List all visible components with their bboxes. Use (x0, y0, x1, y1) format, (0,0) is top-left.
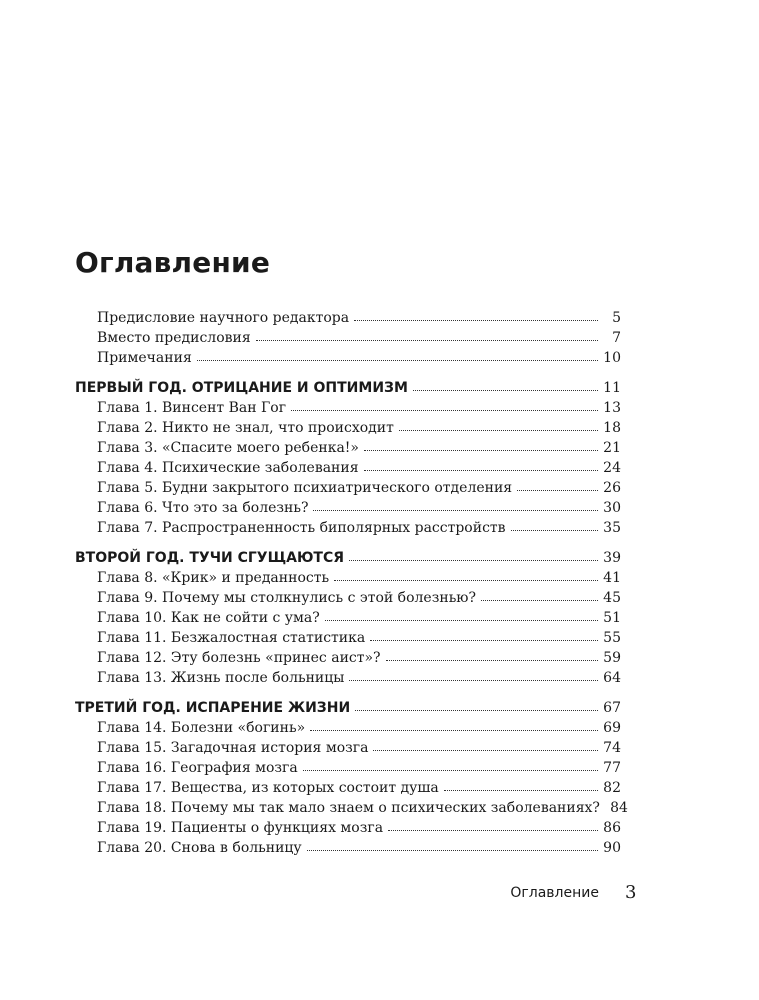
page-footer (0, 882, 759, 906)
chapter-entry (75, 648, 621, 668)
dot-leader (313, 510, 598, 511)
dot-leader (197, 360, 598, 361)
chapter-entry-label: Глава 12. Эту болезнь «принес аист»? (97, 650, 381, 666)
chapter-entry-label: Глава 9. Почему мы столкнулись с этой болезнью? (97, 590, 477, 606)
chapter-entry-label: Глава 10. Как не сойти с ума? (97, 610, 320, 626)
dot-leader (373, 750, 598, 751)
chapter-entry (75, 398, 621, 418)
dot-leader (364, 450, 598, 451)
front-matter-list (75, 308, 621, 368)
chapter-entry (75, 498, 621, 518)
part-heading (75, 378, 621, 398)
chapter-entry-page: 13 (603, 400, 621, 416)
chapter-entry-label: Глава 6. Что это за болезнь? (97, 500, 309, 516)
chapter-entry-page: 82 (603, 780, 621, 796)
chapter-entry-page: 55 (603, 630, 621, 646)
chapter-entry-page: 18 (603, 420, 621, 436)
chapter-entry-label: Глава 5. Будни закрытого психиатрического отделения (97, 480, 513, 496)
chapter-entry (75, 628, 621, 648)
chapter-entry-page: 74 (603, 740, 621, 756)
chapter-entry-label: Глава 4. Психические заболевания (97, 460, 359, 476)
chapter-entry (75, 668, 621, 688)
chapter-entry (75, 588, 621, 608)
page-number: 3 (625, 882, 637, 903)
table-of-contents (75, 308, 628, 858)
dot-leader (413, 390, 598, 391)
chapter-entry-label: Глава 2. Никто не знал, что происходит (97, 420, 394, 436)
chapter-entry (75, 418, 621, 438)
part-heading-label: ТРЕТИЙ ГОД. ИСПАРЕНИЕ ЖИЗНИ (75, 700, 351, 716)
dot-leader (399, 430, 598, 431)
dot-leader (517, 490, 598, 491)
dot-leader (256, 340, 598, 341)
chapter-entry (75, 798, 628, 818)
chapter-entry (75, 778, 621, 798)
chapter-entry-page: 35 (603, 520, 621, 536)
dot-leader (349, 680, 598, 681)
chapter-entry-label: Глава 15. Загадочная история мозга (97, 740, 369, 756)
dot-leader (349, 560, 598, 561)
chapter-entry-page: 64 (603, 670, 621, 686)
dot-leader (444, 790, 598, 791)
dot-leader (511, 530, 598, 531)
front-matter-entry-label: Вместо предисловия (97, 330, 251, 346)
chapter-entry-page: 41 (603, 570, 621, 586)
chapter-entry (75, 818, 621, 838)
chapter-entry-page: 24 (603, 460, 621, 476)
chapter-entry-page: 77 (603, 760, 621, 776)
front-matter-entry (75, 308, 621, 328)
chapter-entry (75, 608, 621, 628)
chapter-entry-label: Глава 17. Вещества, из которых состоит душа (97, 780, 439, 796)
chapter-entry (75, 838, 621, 858)
dot-leader (310, 730, 598, 731)
front-matter-entry (75, 328, 621, 348)
dot-leader (388, 830, 598, 831)
chapter-entry-page: 90 (603, 840, 621, 856)
chapter-entry-label: Глава 19. Пациенты о функциях мозга (97, 820, 384, 836)
chapter-entry (75, 478, 621, 498)
page-title: Оглавление (75, 246, 271, 279)
part-heading-label: ПЕРВЫЙ ГОД. ОТРИЦАНИЕ И ОПТИМИЗМ (75, 380, 408, 396)
chapter-entry (75, 518, 621, 538)
dot-leader (354, 320, 598, 321)
chapter-entry (75, 458, 621, 478)
dot-leader (325, 620, 598, 621)
chapter-entry-label: Глава 11. Безжалостная статистика (97, 630, 366, 646)
dot-leader (307, 850, 598, 851)
part-heading-page: 11 (603, 380, 621, 396)
dot-leader (370, 640, 598, 641)
chapter-entry-label: Глава 16. География мозга (97, 760, 298, 776)
part-heading-page: 67 (603, 700, 621, 716)
chapter-entry-page: 86 (603, 820, 621, 836)
front-matter-entry-page: 5 (612, 310, 621, 326)
front-matter-entry-page: 7 (612, 330, 621, 346)
dot-leader (355, 710, 598, 711)
dot-leader (364, 470, 598, 471)
dot-leader (291, 410, 598, 411)
chapter-entry-page: 69 (603, 720, 621, 736)
chapter-entry-label: Глава 14. Болезни «богинь» (97, 720, 306, 736)
dot-leader (334, 580, 598, 581)
chapter-entry-label: Глава 1. Винсент Ван Гог (97, 400, 287, 416)
chapter-entry (75, 758, 621, 778)
chapter-entry-label: Глава 7. Распространенность биполярных расстройств (97, 520, 506, 536)
chapter-entry (75, 738, 621, 758)
chapter-entry-label: Глава 13. Жизнь после больницы (97, 670, 345, 686)
chapter-entry-page: 51 (603, 610, 621, 626)
front-matter-entry-label: Предисловие научного редактора (97, 310, 350, 326)
part-heading (75, 698, 621, 718)
dot-leader (481, 600, 598, 601)
front-matter-entry-page: 10 (603, 350, 621, 366)
chapter-entry-page: 30 (603, 500, 621, 516)
front-matter-entry-label: Примечания (97, 350, 192, 366)
chapter-entry (75, 438, 621, 458)
chapter-entry-label: Глава 3. «Спасите моего ребенка!» (97, 440, 360, 456)
part-heading (75, 548, 621, 568)
chapter-entry-page: 45 (603, 590, 621, 606)
chapter-entry-label: Глава 8. «Крик» и преданность (97, 570, 330, 586)
chapter-entry-label: Глава 20. Снова в больницу (97, 840, 302, 856)
dot-leader (386, 660, 598, 661)
part-heading-page: 39 (603, 550, 621, 566)
chapter-entry-page: 26 (603, 480, 621, 496)
chapter-entry-page: 59 (603, 650, 621, 666)
chapter-entry-page: 21 (603, 440, 621, 456)
chapter-entry (75, 568, 621, 588)
chapter-entry-label: Глава 18. Почему мы так мало знаем о психических заболеваниях? (97, 800, 600, 816)
part-heading-label: ВТОРОЙ ГОД. ТУЧИ СГУЩАЮТСЯ (75, 550, 345, 566)
running-head: Оглавление (510, 885, 599, 901)
chapter-entry (75, 718, 621, 738)
parts-list (75, 378, 628, 858)
chapter-entry-page: 84 (610, 800, 628, 816)
front-matter-entry (75, 348, 621, 368)
dot-leader (303, 770, 598, 771)
